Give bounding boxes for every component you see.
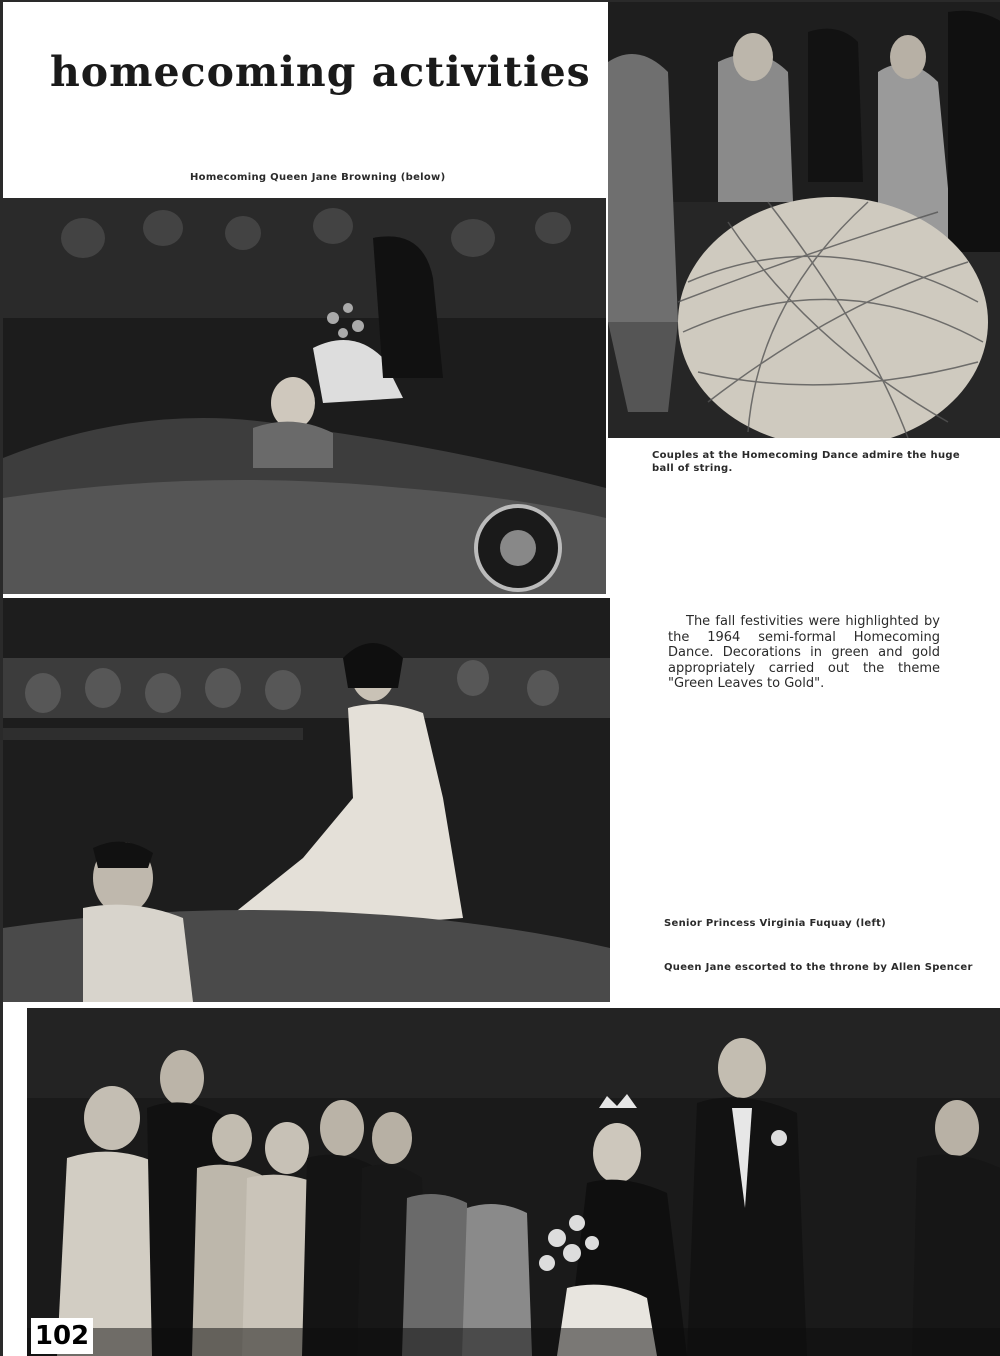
caption-queen: Homecoming Queen Jane Browning (below) (190, 172, 446, 183)
photo-dance-ball-of-string (606, 2, 1000, 438)
photo-queen-in-car-image (3, 198, 606, 594)
caption-couples: Couples at the Homecoming Dance admire the huge ball of string. (652, 450, 960, 474)
photo-dance-ball-of-string-image (608, 2, 1000, 438)
page-title: homecoming activities (50, 48, 591, 96)
caption-queen-escort: Queen Jane escorted to the throne by Allen Spencer (664, 962, 973, 973)
page-number: 102 (31, 1318, 93, 1354)
caption-senior-princess: Senior Princess Virginia Fuquay (left) (664, 918, 887, 929)
photo-senior-princess (3, 598, 610, 1002)
body-paragraph: The fall festivities were highlighted by the 1964 semi-formal Homecoming Dance. Decorations in green and gold appropriately carried out the theme "Green Leaves to Gold". (668, 614, 940, 691)
photo-homecoming-court (27, 1008, 1000, 1356)
photo-queen-in-car (3, 198, 606, 594)
photo-homecoming-court-image (27, 1008, 1000, 1356)
photo-senior-princess-image (3, 598, 610, 1002)
